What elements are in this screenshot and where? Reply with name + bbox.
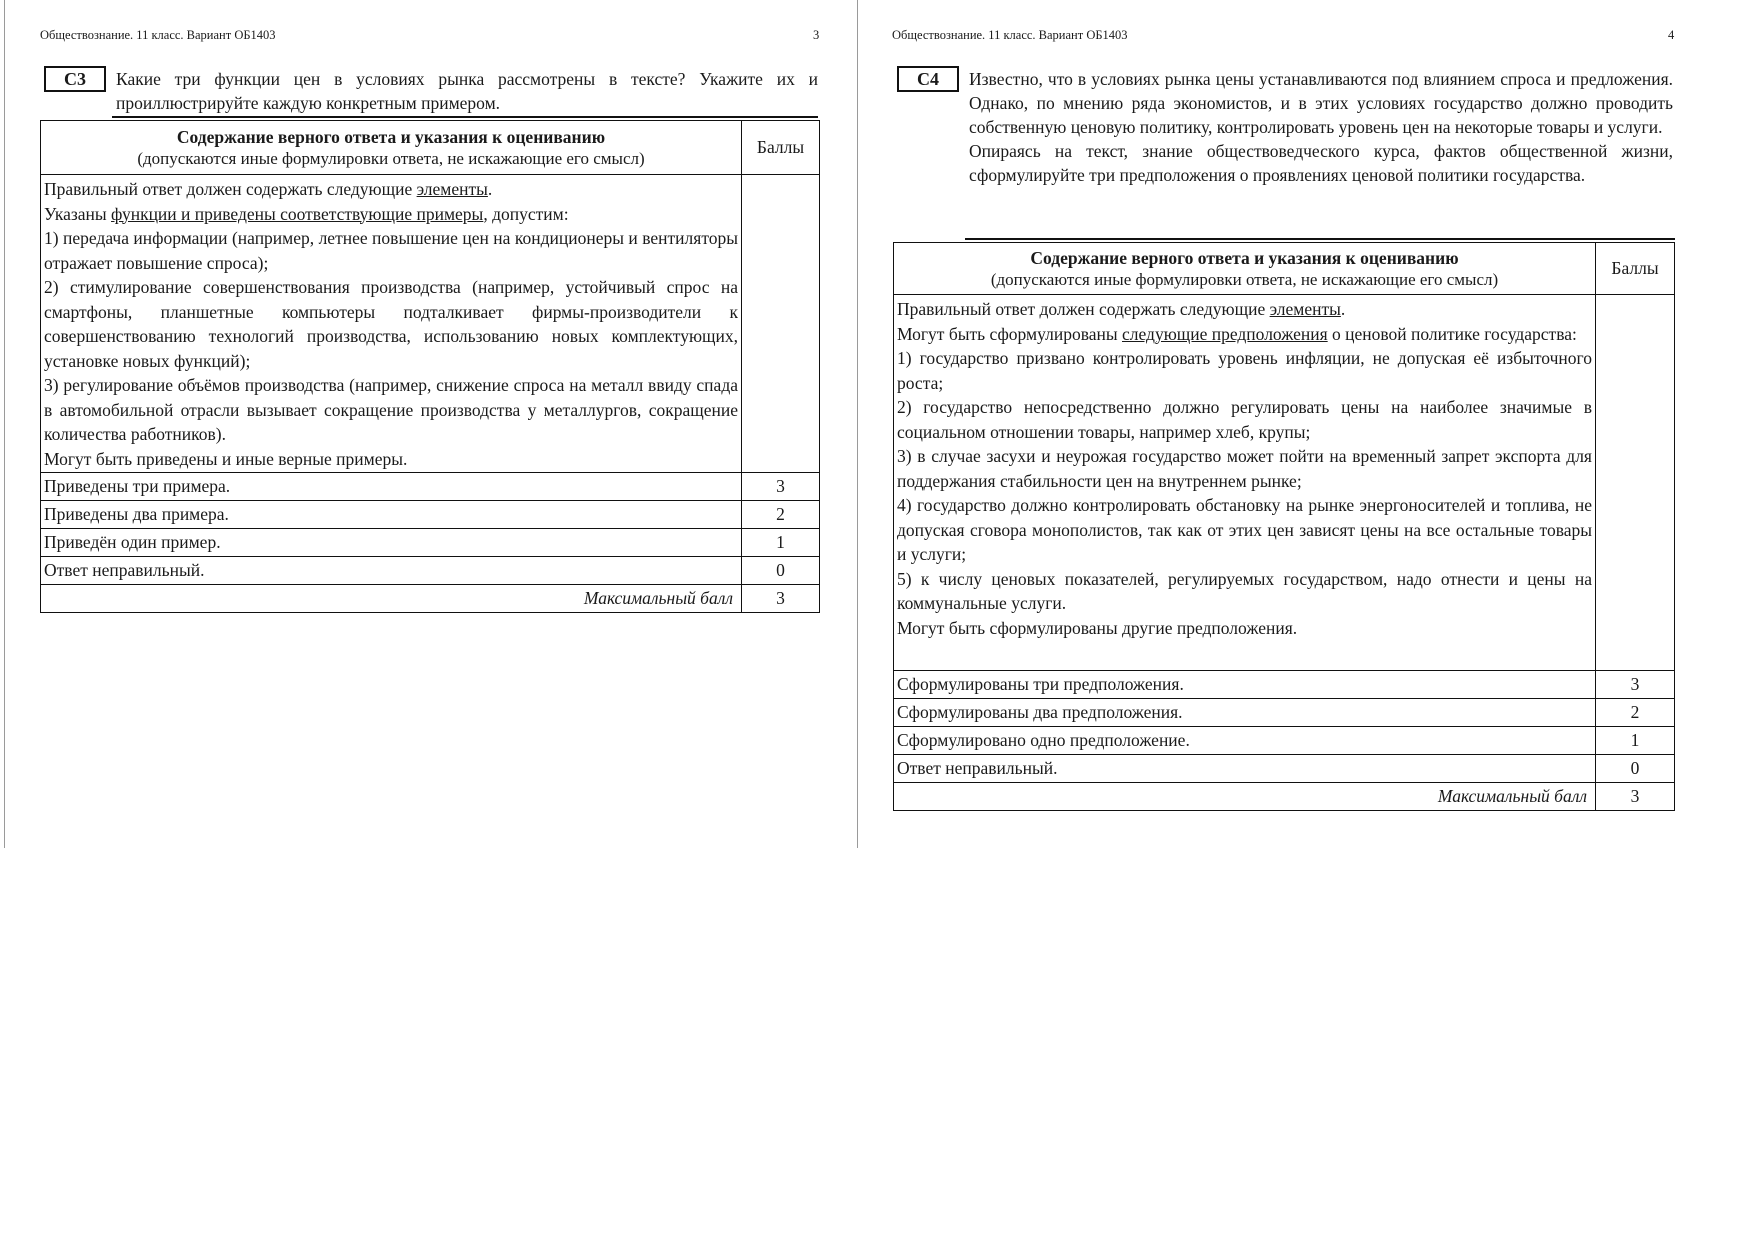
answer-lead-prefix: Могут быть сформулированы bbox=[897, 323, 1122, 344]
answer-content-row bbox=[894, 295, 1675, 671]
score-row-label: Сформулированы три предположения. bbox=[894, 671, 1596, 699]
answer-item: 2) государство непосредственно должно регулировать цены на наиболее значимые в социальном отношении товары, например хлеб, крупы; bbox=[897, 397, 1592, 442]
question-text bbox=[969, 67, 1673, 187]
max-score-label: Максимальный балл bbox=[894, 783, 1596, 811]
score-row-points: 0 bbox=[1596, 755, 1675, 783]
score-row-points: 0 bbox=[742, 557, 820, 585]
criteria-table bbox=[893, 242, 1675, 811]
answer-item: 5) к числу ценовых показателей, регулируемых государством, надо отнести и цены на коммунальные услуги. bbox=[897, 568, 1592, 613]
answer-intro-suffix: . bbox=[1340, 299, 1346, 319]
answer-content bbox=[41, 175, 742, 473]
answer-lead-suffix: , допустим: bbox=[483, 203, 569, 224]
score-row-points: 2 bbox=[1596, 699, 1675, 727]
question-text bbox=[116, 67, 818, 115]
page-border-left bbox=[4, 0, 5, 848]
table-header-subtitle: (допускаются иные формулировки ответа, не искажающие его смысл) bbox=[990, 269, 1499, 289]
table-header-title: Содержание верного ответа и указания к оцениванию bbox=[176, 126, 606, 147]
answer-lead bbox=[897, 322, 1592, 347]
table-header-subtitle: (допускаются иные формулировки ответа, не искажающие его смысл) bbox=[137, 148, 645, 168]
max-score-row bbox=[894, 783, 1675, 811]
answer-intro bbox=[44, 177, 738, 202]
table-header-points: Баллы bbox=[1596, 243, 1675, 295]
score-row bbox=[41, 557, 820, 585]
score-row bbox=[894, 699, 1675, 727]
answer-item: 2) стимулирование совершенствования производства (например, устойчивый спрос на смартфоны, планшетные компьютеры подталкивает фирмы-производители к совершенствованию технологий производства, использованию новых комплектующих, установке новых функций); bbox=[44, 277, 738, 371]
score-row bbox=[41, 473, 820, 501]
max-score-points: 3 bbox=[742, 585, 820, 613]
answer-lead-suffix: о ценовой политике государства: bbox=[1327, 323, 1577, 344]
score-row bbox=[894, 671, 1675, 699]
answer-intro-prefix: Правильный ответ должен содержать следующие bbox=[897, 299, 1270, 319]
answer-content-points bbox=[1596, 295, 1675, 671]
criteria-table bbox=[40, 120, 820, 613]
question-underline bbox=[112, 116, 818, 118]
question-label: С4 bbox=[897, 66, 959, 92]
answer-content-points bbox=[742, 175, 820, 473]
question-text-paragraph: Известно, что в условиях рынка цены устанавливаются под влиянием спроса и предложения. Однако, по мнению ряда экономистов, и в этих условиях государство должно проводить собственную ценовую политику, контролировать уровень цен на некоторые товары и услуги. bbox=[969, 69, 1673, 137]
score-row bbox=[41, 529, 820, 557]
question-text-paragraph: Опираясь на текст, знание обществоведческого курса, фактов общественной жизни, сформулируйте три предположения о проявлениях ценовой политики государства. bbox=[969, 141, 1673, 185]
answer-closing: Могут быть сформулированы другие предположения. bbox=[897, 617, 1298, 638]
answer-lead-underlined: функции и приведены соответствующие примеры bbox=[111, 203, 484, 224]
table-header-points: Баллы bbox=[742, 121, 820, 175]
score-row-label: Ответ неправильный. bbox=[894, 755, 1596, 783]
max-score-label: Максимальный балл bbox=[41, 585, 742, 613]
page-3 bbox=[0, 0, 858, 848]
table-header-row bbox=[41, 121, 820, 175]
answer-content bbox=[894, 295, 1596, 671]
answer-item: 4) государство должно контролировать обстановку на рынке энергоносителей и топлива, не допуская сговора монополистов, так как от этих цен зависят цены на все остальные товары и услуги; bbox=[897, 495, 1592, 564]
question-label: С3 bbox=[44, 66, 106, 92]
table-header-content bbox=[41, 121, 742, 175]
answer-intro-elements: элементы bbox=[1269, 299, 1341, 319]
score-row-points: 3 bbox=[1596, 671, 1675, 699]
score-row-points: 1 bbox=[742, 529, 820, 557]
score-row-label: Сформулированы два предположения. bbox=[894, 699, 1596, 727]
answer-item: 1) государство призвано контролировать уровень инфляции, не допуская её избыточного роста; bbox=[897, 348, 1592, 393]
score-row bbox=[894, 755, 1675, 783]
score-row-points: 2 bbox=[742, 501, 820, 529]
score-row-points: 1 bbox=[1596, 727, 1675, 755]
score-row bbox=[41, 501, 820, 529]
score-row-points: 3 bbox=[742, 473, 820, 501]
page-number: 3 bbox=[813, 28, 820, 42]
question-text-paragraph: Какие три функции цен в условиях рынка рассмотрены в тексте? Укажите их и проиллюстрируйте каждую конкретным примером. bbox=[116, 69, 818, 113]
answer-closing: Могут быть приведены и иные верные примеры. bbox=[44, 448, 408, 469]
max-score-points: 3 bbox=[1596, 783, 1675, 811]
page-number: 4 bbox=[1668, 28, 1675, 42]
running-header: Обществознание. 11 класс. Вариант ОБ1403 bbox=[892, 28, 1128, 42]
score-row-label: Сформулировано одно предположение. bbox=[894, 727, 1596, 755]
answer-intro-suffix: . bbox=[487, 179, 493, 199]
running-header: Обществознание. 11 класс. Вариант ОБ1403 bbox=[40, 28, 276, 42]
table-header-title: Содержание верного ответа и указания к оцениванию bbox=[1030, 247, 1459, 268]
answer-intro-prefix: Правильный ответ должен содержать следующие bbox=[44, 179, 417, 199]
answer-lead bbox=[44, 202, 738, 227]
answer-item: 1) передача информации (например, летнее повышение цен на кондиционеры и вентиляторы отражает повышение спроса); bbox=[44, 228, 738, 273]
table-header-row bbox=[894, 243, 1675, 295]
answer-lead-prefix: Указаны bbox=[44, 203, 112, 224]
page-4 bbox=[859, 0, 1754, 848]
answer-intro bbox=[897, 297, 1592, 322]
max-score-row bbox=[41, 585, 820, 613]
table-header-content bbox=[894, 243, 1596, 295]
answer-item: 3) регулирование объёмов производства (например, снижение спроса на металл ввиду спада в автомобильной отрасли вызывает сокращение производства у металлургов, сокращение количества работников). bbox=[44, 375, 738, 444]
answer-intro-elements: элементы bbox=[416, 179, 488, 199]
score-row-label: Приведён один пример. bbox=[41, 529, 742, 557]
score-row-label: Ответ неправильный. bbox=[41, 557, 742, 585]
score-row-label: Приведены два примера. bbox=[41, 501, 742, 529]
answer-item: 3) в случае засухи и неурожая государство может пойти на временный запрет экспорта для поддержания стабильности цен на внутреннем рынке; bbox=[897, 446, 1592, 491]
question-underline bbox=[965, 238, 1675, 240]
score-row-label: Приведены три примера. bbox=[41, 473, 742, 501]
answer-lead-underlined: следующие предположения bbox=[1122, 323, 1328, 344]
page-border-right bbox=[857, 0, 858, 848]
score-row bbox=[894, 727, 1675, 755]
answer-content-row bbox=[41, 175, 820, 473]
